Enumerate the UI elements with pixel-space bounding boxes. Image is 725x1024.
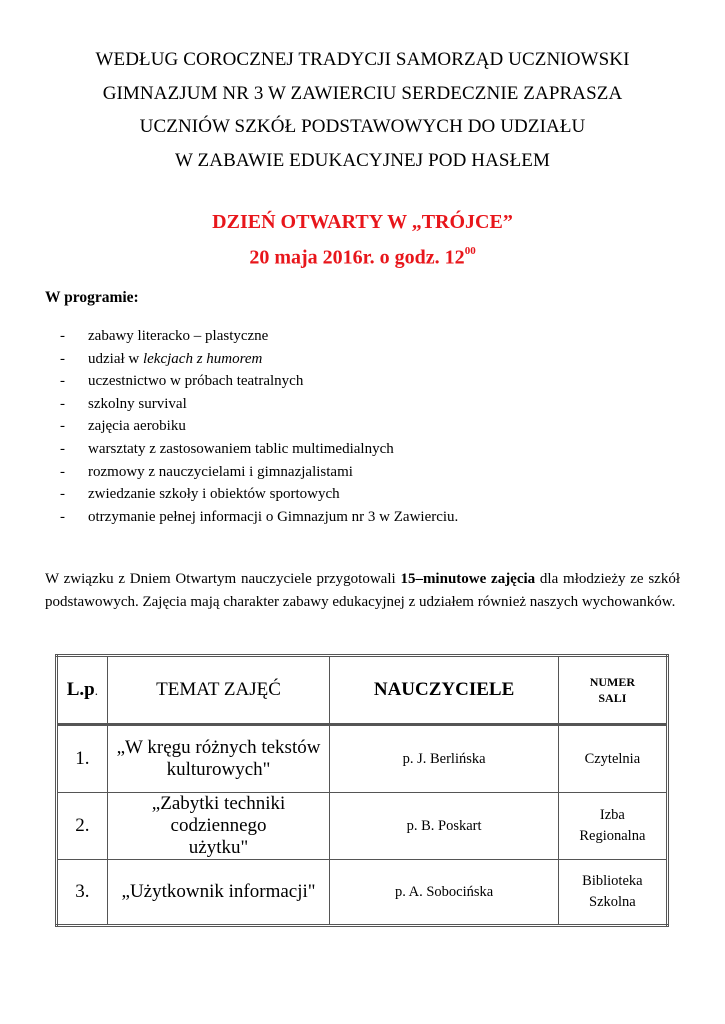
cell-room: [558, 860, 667, 926]
list-dash: -: [60, 508, 65, 525]
program-item-prefix: udział w: [88, 350, 143, 367]
cell-topic-line2: użytku": [188, 837, 249, 858]
program-list: [60, 325, 458, 528]
cell-lp: 1.: [57, 725, 108, 793]
header-room-line1: NUMER: [589, 675, 636, 689]
header-line-1: WEDŁUG COROCZNEJ TRADYCJI SAMORZĄD UCZNIOWSKI: [95, 49, 630, 70]
cell-topic-line1: „Użytkownik informacji": [121, 881, 316, 902]
program-item-text: rozmowy z nauczycielami i gimnazjalistami: [88, 463, 353, 480]
program-item-text: zajęcia aerobiku: [88, 418, 186, 435]
table-row: [57, 860, 668, 926]
header-teachers: NAUCZYCIELE: [330, 656, 558, 725]
cell-lp: 2.: [57, 793, 108, 860]
program-item-text: zwiedzanie szkoły i obiektów sportowych: [88, 486, 340, 503]
cell-room: [558, 793, 667, 860]
cell-topic: [107, 793, 330, 860]
invitation-header: [40, 43, 685, 177]
cell-topic-line1: „Zabytki techniki codziennego: [151, 793, 286, 836]
list-dash: -: [60, 373, 65, 390]
program-item-text: warsztaty z zastosowaniem tablic multimedialnych: [88, 440, 394, 457]
program-item: [60, 415, 458, 438]
program-item-text: uczestnictwo w próbach teatralnych: [88, 373, 304, 390]
program-item: [60, 438, 458, 461]
cell-topic: [107, 860, 330, 926]
cell-room-line1: Biblioteka: [582, 873, 643, 889]
program-item-text: otrzymanie pełnej informacji o Gimnazjum nr 3 w Zawierciu.: [88, 508, 459, 525]
program-item: [60, 370, 458, 393]
table-row: [57, 793, 668, 860]
event-title: DZIEŃ OTWARTY W „TRÓJCE”: [212, 211, 513, 233]
cell-teacher: p. B. Poskart: [330, 793, 558, 860]
cell-room-line2: Regionalna: [579, 828, 646, 844]
program-item-text: szkolny survival: [88, 395, 187, 412]
event-date-text: 20 maja 2016r. o godz. 12: [249, 246, 465, 269]
program-heading: W programie:: [45, 289, 139, 306]
event-time-minutes: 00: [464, 245, 476, 257]
cell-teacher: p. A. Sobocińska: [330, 860, 558, 926]
program-item-italic: lekcjach z humorem: [142, 350, 263, 367]
header-topic: TEMAT ZAJĘĆ: [107, 656, 330, 725]
list-dash: -: [60, 350, 65, 367]
paragraph-before: W związku z Dniem Otwartym nauczyciele przygotowali: [45, 571, 401, 587]
program-item-text: zabawy literacko – plastyczne: [88, 328, 269, 344]
list-dash: -: [60, 440, 65, 457]
header-lp: L.p.: [57, 656, 108, 725]
cell-room-line1: Czytelnia: [584, 750, 641, 767]
list-dash: -: [60, 463, 65, 480]
cell-topic-line2: kulturowych": [166, 759, 271, 780]
cell-teacher: p. J. Berlińska: [330, 725, 558, 793]
program-item: [60, 325, 458, 348]
program-item: [60, 506, 458, 529]
program-item-text: [88, 348, 262, 371]
program-item: [60, 393, 458, 416]
header-lp-dot: .: [94, 683, 98, 698]
cell-topic-line1: „W kręgu różnych tekstów: [116, 737, 321, 758]
info-paragraph: [45, 568, 680, 613]
program-item: [60, 461, 458, 484]
list-dash: -: [60, 486, 65, 503]
program-item: [60, 348, 458, 371]
program-item: [60, 483, 458, 506]
header-line-3: UCZNIÓW SZKÓŁ PODSTAWOWYCH DO UDZIAŁU: [139, 116, 586, 137]
event-date: [40, 238, 685, 273]
cell-topic: [107, 725, 330, 793]
cell-room-line2: Szkolna: [589, 894, 636, 910]
list-dash: -: [60, 395, 65, 412]
cell-room-line1: Izba: [599, 807, 625, 823]
header-line-4: W ZABAWIE EDUKACYJNEJ POD HASŁEM: [175, 149, 550, 171]
list-dash: -: [60, 418, 65, 435]
list-dash: -: [60, 328, 65, 344]
paragraph-after: dla młodzieży ze szkół podstawowych. Zajęcia mają charakter zabawy edukacyjnej z udziałem również naszych wychowanków.: [45, 571, 681, 610]
table-header-row: [57, 656, 668, 725]
schedule-table: [55, 654, 669, 927]
cell-lp: 3.: [57, 860, 108, 926]
paragraph-bold: 15–minutowe zajęcia: [400, 571, 536, 587]
cell-room: [558, 725, 667, 793]
header-line-2: GIMNAZJUM NR 3 W ZAWIERCIU SERDECZNIE ZAPRASZA: [102, 82, 623, 104]
header-room-line2: SALI: [598, 691, 627, 705]
header-room: [558, 656, 667, 725]
table-row: [57, 725, 668, 793]
